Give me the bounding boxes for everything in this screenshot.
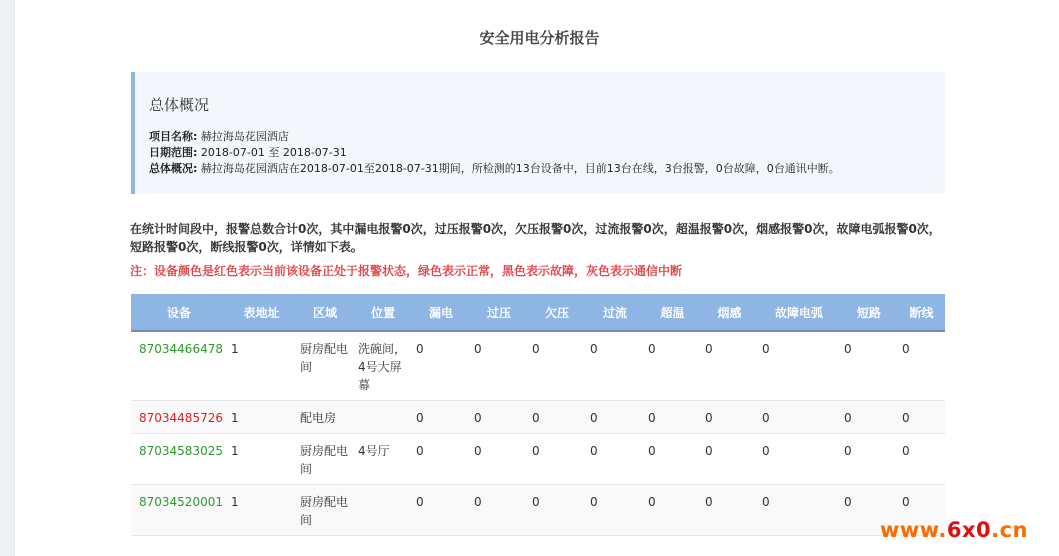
undervoltage-count: 0 <box>528 401 586 434</box>
disconnect-count: 0 <box>898 434 945 485</box>
col-header-address: 表地址 <box>227 294 296 331</box>
area: 厨房配电间 <box>296 434 354 485</box>
leakage-count: 0 <box>412 434 470 485</box>
table-row <box>131 434 945 485</box>
overvoltage-count: 0 <box>470 401 528 434</box>
undervoltage-count: 0 <box>528 331 586 401</box>
col-header-smoke: 烟感 <box>701 294 758 331</box>
color-legend-note: 注：设备颜色是红色表示当前该设备正处于报警状态，绿色表示正常，黑色表示故障，灰色表示通信中断 <box>130 264 683 278</box>
device-table <box>131 294 945 536</box>
overcurrent-count: 0 <box>586 401 644 434</box>
undervoltage-count: 0 <box>528 485 586 536</box>
col-header-overtemp: 超温 <box>644 294 701 331</box>
arc-fault-count: 0 <box>758 331 840 401</box>
col-header-overvoltage: 过压 <box>470 294 528 331</box>
overview-heading: 总体概况 <box>149 96 210 114</box>
left-gutter <box>0 0 15 556</box>
arc-fault-count: 0 <box>758 434 840 485</box>
table-header-row <box>131 294 945 331</box>
overview-panel <box>131 72 945 194</box>
overtemp-count: 0 <box>644 434 701 485</box>
col-header-short-circuit: 短路 <box>840 294 898 331</box>
overvoltage-count: 0 <box>470 434 528 485</box>
site-watermark <box>880 518 1028 542</box>
alarm-summary-text: 在统计时间段中，报警总数合计0次，其中漏电报警0次，过压报警0次，欠压报警0次，过流报警0次，超温报警0次，烟感报警0次，故障电弧报警0次，短路报警0次，断线报警0次，详情如下表。 <box>130 222 941 254</box>
col-header-undervoltage: 欠压 <box>528 294 586 331</box>
col-header-device: 设备 <box>131 294 227 331</box>
smoke-count: 0 <box>701 434 758 485</box>
table-row <box>131 485 945 536</box>
smoke-count: 0 <box>701 331 758 401</box>
location <box>354 485 412 536</box>
leakage-count: 0 <box>412 485 470 536</box>
disconnect-count: 0 <box>898 331 945 401</box>
location: 洗碗间，4号大屏幕 <box>354 331 412 401</box>
smoke-count: 0 <box>701 401 758 434</box>
overvoltage-count: 0 <box>470 331 528 401</box>
short-circuit-count: 0 <box>840 485 898 536</box>
project-line <box>149 129 945 145</box>
col-header-location: 位置 <box>354 294 412 331</box>
watermark-part-2: 6x0 <box>946 518 992 542</box>
overtemp-count: 0 <box>644 401 701 434</box>
overcurrent-count: 0 <box>586 331 644 401</box>
overtemp-count: 0 <box>644 331 701 401</box>
table-row <box>131 331 945 401</box>
meter-address: 1 <box>227 331 296 401</box>
overcurrent-count: 0 <box>586 485 644 536</box>
arc-fault-count: 0 <box>758 401 840 434</box>
area: 厨房配电间 <box>296 485 354 536</box>
short-circuit-count: 0 <box>840 401 898 434</box>
overvoltage-count: 0 <box>470 485 528 536</box>
overcurrent-count: 0 <box>586 434 644 485</box>
device-id[interactable]: 87034466478 <box>131 331 227 401</box>
date-line <box>149 145 945 161</box>
watermark-part-3: .cn <box>991 518 1029 542</box>
leakage-count: 0 <box>412 401 470 434</box>
leakage-count: 0 <box>412 331 470 401</box>
location <box>354 401 412 434</box>
meter-address: 1 <box>227 434 296 485</box>
watermark-part-1: www. <box>880 518 947 542</box>
col-header-leakage: 漏电 <box>412 294 470 331</box>
summary-label: 总体概况: <box>149 162 198 175</box>
short-circuit-count: 0 <box>840 434 898 485</box>
col-header-overcurrent: 过流 <box>586 294 644 331</box>
date-label: 日期范围: <box>149 146 198 159</box>
summary-line <box>149 161 945 177</box>
date-value: 2018-07-01 至 2018-07-31 <box>200 146 347 159</box>
page-title: 安全用电分析报告 <box>479 29 600 47</box>
col-header-area: 区域 <box>296 294 354 331</box>
disconnect-count: 0 <box>898 485 945 536</box>
project-label: 项目名称: <box>149 130 198 143</box>
meter-address: 1 <box>227 485 296 536</box>
smoke-count: 0 <box>701 485 758 536</box>
location: 4号厅 <box>354 434 412 485</box>
col-header-arc-fault: 故障电弧 <box>758 294 840 331</box>
undervoltage-count: 0 <box>528 434 586 485</box>
table-row <box>131 401 945 434</box>
device-id[interactable]: 87034485726 <box>131 401 227 434</box>
short-circuit-count: 0 <box>840 331 898 401</box>
col-header-disconnect: 断线 <box>898 294 945 331</box>
meter-address: 1 <box>227 401 296 434</box>
project-value: 赫拉海岛花园酒店 <box>200 130 289 143</box>
area: 厨房配电间 <box>296 331 354 401</box>
disconnect-count: 0 <box>898 401 945 434</box>
summary-value: 赫拉海岛花园酒店在2018-07-01至2018-07-31期间，所检测的13台设备中，目前13台在线，3台报警，0台故障，0台通讯中断。 <box>200 162 840 175</box>
device-id[interactable]: 87034520001 <box>131 485 227 536</box>
arc-fault-count: 0 <box>758 485 840 536</box>
overtemp-count: 0 <box>644 485 701 536</box>
area: 配电房 <box>296 401 354 434</box>
device-id[interactable]: 87034583025 <box>131 434 227 485</box>
